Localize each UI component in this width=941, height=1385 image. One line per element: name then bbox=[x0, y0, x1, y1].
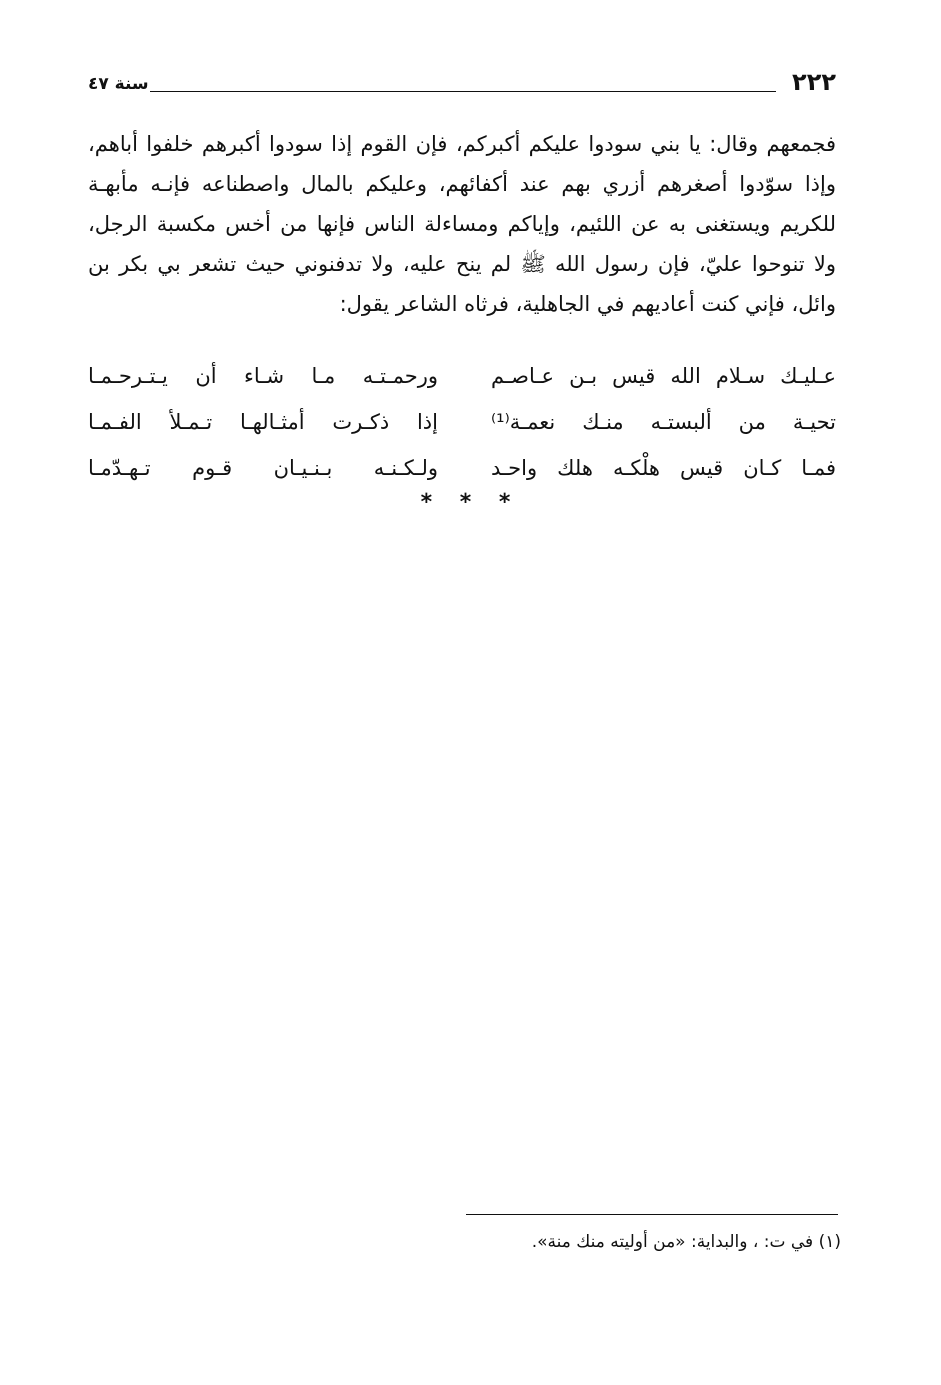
prose-line: فجمعهم وقال: يا بني سودوا عليكم أكبركم، فإن القوم إذا سودوا أكبرهم خلفوا أباهم، bbox=[88, 132, 836, 156]
verse-first-hemistich: تحيـة من ألبستـه منـك نعمـة⁽¹⁾ bbox=[491, 410, 836, 434]
prose-line: للكريم ويستغنى به عن اللئيم، وإياكم ومساءلة الناس فإنها من أخس مكسبة الرجل، bbox=[88, 212, 836, 236]
prose-paragraph bbox=[88, 124, 836, 324]
verse-first-hemistich: فمـا كـان قيس هلْكـه هلك واحـد bbox=[491, 456, 836, 480]
section-separator: * * * bbox=[420, 490, 521, 515]
verse bbox=[88, 448, 836, 494]
page-header bbox=[88, 66, 836, 106]
header-rule bbox=[150, 91, 776, 92]
verse bbox=[88, 356, 836, 402]
verse-second-hemistich: ولـكـنـه بـنـيـان قـوم تـهـدّمـا bbox=[88, 456, 438, 480]
poem bbox=[88, 356, 836, 494]
running-head: سنة ٤٧ bbox=[88, 74, 149, 94]
page-number: ٢٢٢ bbox=[792, 68, 836, 96]
verse bbox=[88, 402, 836, 448]
footnote-rule bbox=[466, 1214, 838, 1215]
verse-second-hemistich: ورحمـتـه مـا شـاء أن يـتـرحـمـا bbox=[88, 364, 438, 388]
footnote: (١) في ت: ، والبداية: «من أوليته منك منة». bbox=[531, 1232, 841, 1252]
prose-line: وإذا سوّدوا أصغرهم أزري بهم عند أكفائهم، وعليكم بالمال واصطناعه فإنـه مأبهـة bbox=[88, 172, 836, 196]
prose-line: ولا تنوحوا عليّ، فإن رسول الله ﷺ لم ينح عليه، ولا تدفنوني حيث تشعر بي بكر بن bbox=[88, 252, 836, 276]
verse-first-hemistich: عـليـك سـلام الله قيس بـن عـاصـم bbox=[491, 364, 836, 388]
prose-line: وائل، فإني كنت أعاديهم في الجاهلية، فرثاه الشاعر يقول: bbox=[339, 292, 836, 316]
verse-second-hemistich: إذا ذكـرت أمثـالهـا تـمـلأ الفـمـا bbox=[88, 410, 438, 434]
